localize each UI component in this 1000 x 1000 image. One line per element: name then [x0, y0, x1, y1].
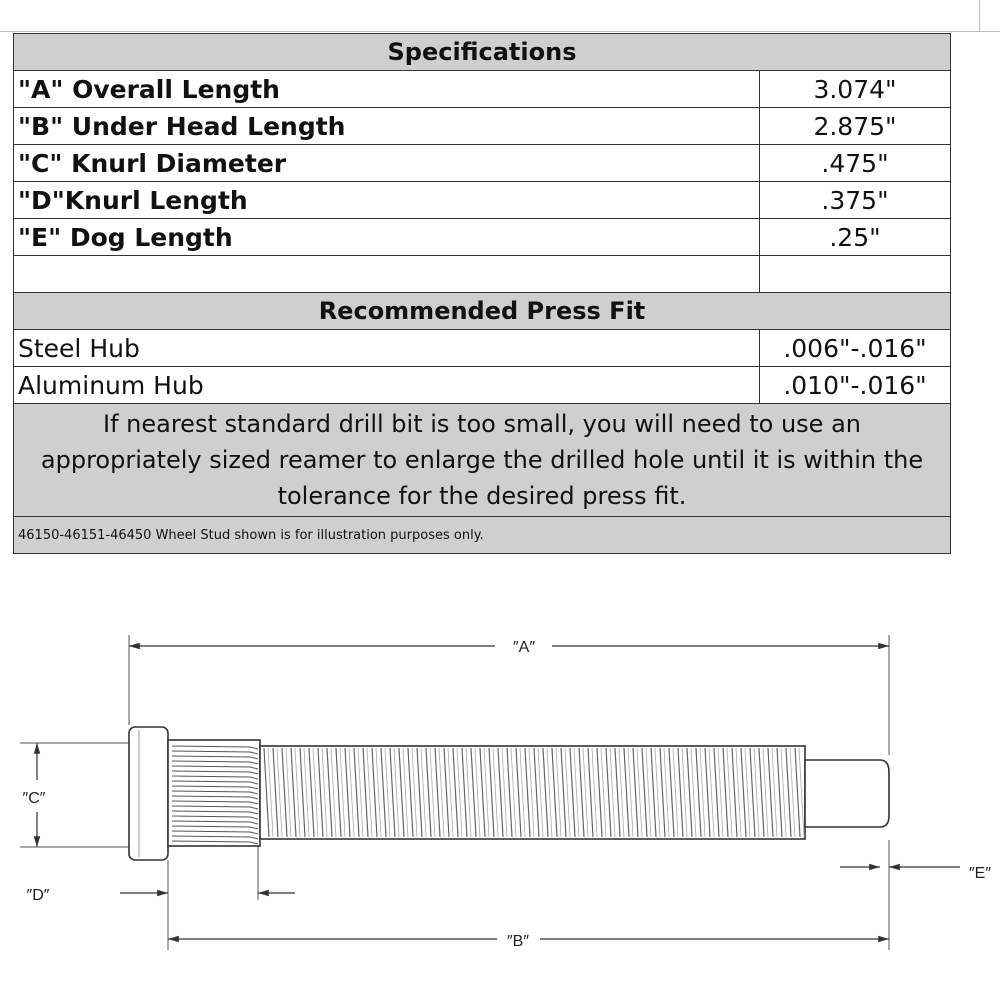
wheel-stud-drawing: [0, 590, 1000, 1000]
top-border-line: [0, 31, 1000, 32]
empty-cell: [760, 256, 951, 293]
press-fit-header-row: [14, 293, 951, 330]
spec-row: [14, 108, 951, 145]
spec-row: [14, 71, 951, 108]
spec-value-a: 3.074": [760, 71, 951, 108]
spec-label-c: "C" Knurl Diameter: [14, 145, 760, 182]
spec-label-d: "D"Knurl Length: [14, 182, 760, 219]
dimension-b-label: ″B″: [507, 933, 529, 950]
spec-value-b: 2.875": [760, 108, 951, 145]
spec-label-b: "B" Under Head Length: [14, 108, 760, 145]
press-fit-title: Recommended Press Fit: [14, 293, 951, 330]
dimension-b: [168, 933, 889, 950]
specifications-table: [13, 33, 951, 554]
top-right-border-line: [979, 0, 980, 32]
spec-row: [14, 219, 951, 256]
press-fit-value-aluminum: .010"-.016": [760, 367, 951, 404]
stud-head: [129, 727, 168, 860]
dimension-c-label: ″C″: [22, 790, 46, 807]
dimension-e-label: ″E″: [969, 865, 991, 882]
dimension-c: [23, 743, 46, 847]
spec-value-c: .475": [760, 145, 951, 182]
empty-row: [14, 256, 951, 293]
spec-row: [14, 182, 951, 219]
press-fit-note: If nearest standard drill bit is too small, you will need to use an appropriately sized reamer to enlarge the drilled hole until it is within the tolerance for the desired press fit.: [14, 404, 951, 517]
dimension-d: [27, 887, 295, 904]
press-fit-row: [14, 330, 951, 367]
note-row: [14, 404, 951, 517]
footer-row: [14, 517, 951, 554]
spec-value-d: .375": [760, 182, 951, 219]
specifications-title: Specifications: [14, 34, 951, 71]
press-fit-label-steel: Steel Hub: [14, 330, 760, 367]
dimension-a: [129, 639, 889, 656]
dimension-a-label: ″A″: [513, 639, 535, 656]
stud-dog-point: [805, 760, 889, 827]
dimension-d-label: ″D″: [26, 887, 50, 904]
dimension-e: [840, 865, 991, 882]
spec-label-a: "A" Overall Length: [14, 71, 760, 108]
spec-value-e: .25": [760, 219, 951, 256]
press-fit-value-steel: .006"-.016": [760, 330, 951, 367]
specifications-header-row: [14, 34, 951, 71]
illustration-footnote: 46150-46151-46450 Wheel Stud shown is for illustration purposes only.: [14, 517, 951, 554]
spec-row: [14, 145, 951, 182]
empty-cell: [14, 256, 760, 293]
spec-label-e: "E" Dog Length: [14, 219, 760, 256]
press-fit-row: [14, 367, 951, 404]
press-fit-label-aluminum: Aluminum Hub: [14, 367, 760, 404]
